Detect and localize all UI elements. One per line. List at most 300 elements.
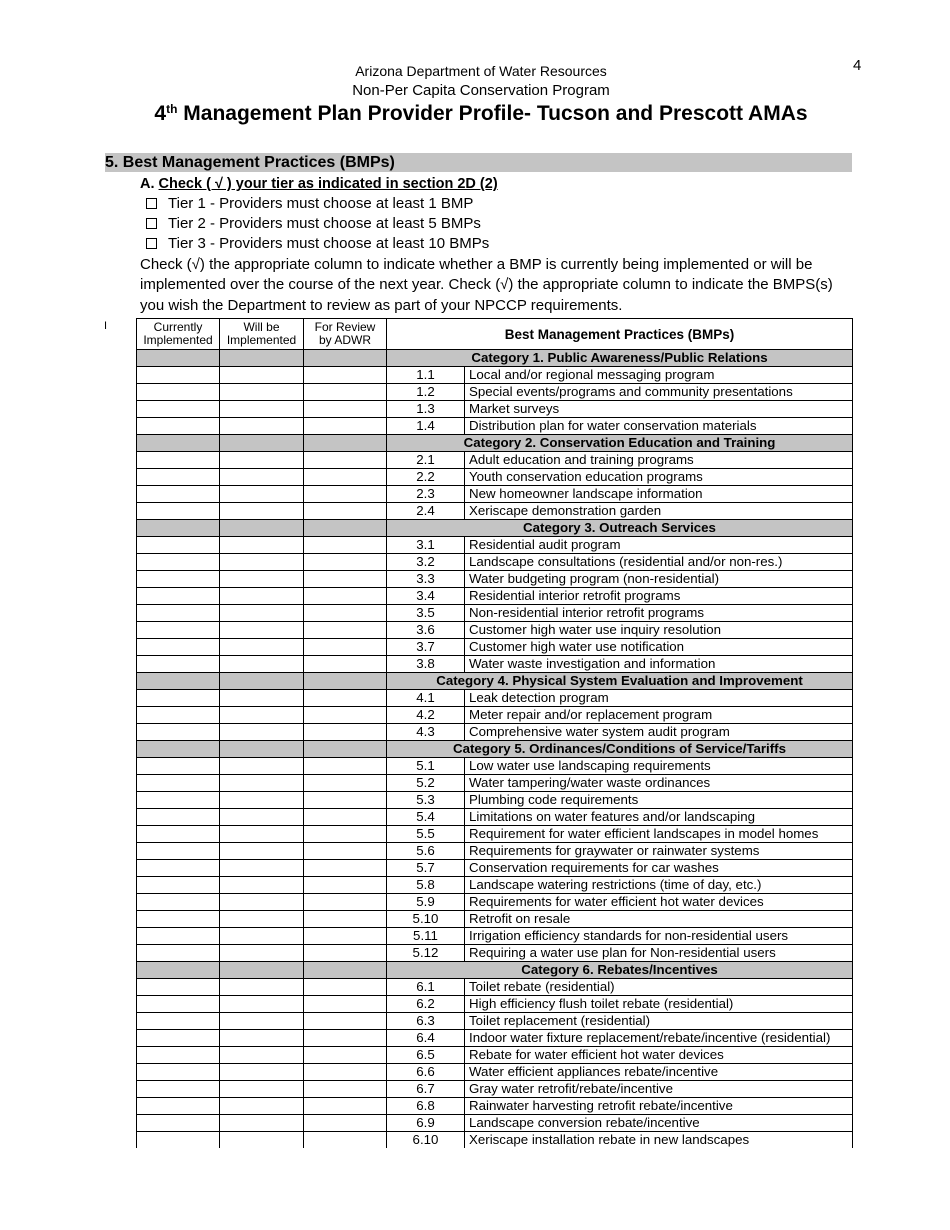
bmp-instructions: Check (√) the appropriate column to indicate whether a BMP is currently being implemented or will be implemented over the course of the next year. Check (√) the appropriate column to indicate the BMPS(s) you wish the Department to review as part of your NPCCP requirements. [140, 256, 833, 314]
bmp-number: 4.2 [387, 707, 465, 724]
bmp-row [137, 622, 853, 639]
for-review-cell[interactable] [304, 1047, 387, 1064]
for-review-cell[interactable] [304, 622, 387, 639]
for-review-cell[interactable] [304, 486, 387, 503]
category-cell-review [304, 350, 387, 367]
will-be-implemented-cell[interactable] [220, 1013, 304, 1030]
category-cell-review [304, 673, 387, 690]
bmp-row [137, 979, 853, 996]
currently-implemented-cell[interactable] [137, 605, 220, 622]
for-review-cell[interactable] [304, 554, 387, 571]
will-be-implemented-cell[interactable] [220, 792, 304, 809]
bmp-row [137, 503, 853, 520]
category-row [137, 962, 853, 979]
bmp-number: 5.7 [387, 860, 465, 877]
currently-implemented-cell[interactable] [137, 571, 220, 588]
currently-implemented-cell[interactable] [137, 690, 220, 707]
bmp-row [137, 656, 853, 673]
bmp-number: 1.3 [387, 401, 465, 418]
for-review-cell[interactable] [304, 979, 387, 996]
category-cell-will-be [220, 741, 304, 758]
bmp-description: Retrofit on resale [465, 911, 853, 928]
bmp-number: 5.6 [387, 843, 465, 860]
page-title [0, 102, 950, 126]
for-review-cell[interactable] [304, 605, 387, 622]
bmp-row [137, 1064, 853, 1081]
for-review-cell[interactable] [304, 656, 387, 673]
will-be-implemented-cell[interactable] [220, 707, 304, 724]
will-be-implemented-cell[interactable] [220, 843, 304, 860]
bmp-description: Irrigation efficiency standards for non-residential users [465, 928, 853, 945]
tier-instruction-text: Check ( √ ) your tier as indicated in section 2D (2) [158, 176, 498, 192]
category-cell-review [304, 520, 387, 537]
bmp-row [137, 486, 853, 503]
tier-instruction-prefix: A. [140, 176, 159, 192]
will-be-implemented-cell[interactable] [220, 401, 304, 418]
bmp-description: Special events/programs and community presentations [465, 384, 853, 401]
currently-implemented-cell[interactable] [137, 469, 220, 486]
will-be-implemented-cell[interactable] [220, 860, 304, 877]
currently-implemented-cell[interactable] [137, 1064, 220, 1081]
currently-implemented-cell[interactable] [137, 622, 220, 639]
bmp-row [137, 809, 853, 826]
for-review-cell[interactable] [304, 452, 387, 469]
for-review-cell[interactable] [304, 945, 387, 962]
bmp-description: Landscape watering restrictions (time of day, etc.) [465, 877, 853, 894]
currently-implemented-cell[interactable] [137, 894, 220, 911]
currently-implemented-cell[interactable] [137, 843, 220, 860]
bmp-number: 3.7 [387, 639, 465, 656]
bmp-row [137, 1098, 853, 1115]
bmp-description: Meter repair and/or replacement program [465, 707, 853, 724]
bmp-number: 3.3 [387, 571, 465, 588]
will-be-implemented-cell[interactable] [220, 554, 304, 571]
will-be-implemented-cell[interactable] [220, 588, 304, 605]
bmp-row [137, 843, 853, 860]
bmp-row [137, 758, 853, 775]
bmp-description: Customer high water use inquiry resolution [465, 622, 853, 639]
for-review-cell[interactable] [304, 690, 387, 707]
category-cell-will-be [220, 673, 304, 690]
for-review-cell[interactable] [304, 503, 387, 520]
bmp-number: 6.8 [387, 1098, 465, 1115]
tier-3-label: Tier 3 - Providers must choose at least 10 BMPs [168, 235, 490, 252]
bmp-description: Landscape conversion rebate/incentive [465, 1115, 853, 1132]
bmp-row [137, 384, 853, 401]
bmp-description: Residential interior retrofit programs [465, 588, 853, 605]
agency-name: Arizona Department of Water Resources [355, 63, 607, 79]
tier-3-checkbox[interactable] [146, 238, 157, 249]
bmp-number: 3.4 [387, 588, 465, 605]
title-rest: Management Plan Provider Profile- Tucson and Prescott AMAs [177, 102, 808, 125]
for-review-cell[interactable] [304, 809, 387, 826]
header-for-review: For Review by ADWR [304, 319, 387, 350]
for-review-cell[interactable] [304, 1030, 387, 1047]
bmp-row [137, 877, 853, 894]
currently-implemented-cell[interactable] [137, 724, 220, 741]
bmp-row [137, 554, 853, 571]
bmp-number: 5.9 [387, 894, 465, 911]
tier-1-checkbox[interactable] [146, 198, 157, 209]
bmp-description: Non-residential interior retrofit programs [465, 605, 853, 622]
category-cell-currently [137, 741, 220, 758]
category-cell-will-be [220, 435, 304, 452]
will-be-implemented-cell[interactable] [220, 758, 304, 775]
currently-implemented-cell[interactable] [137, 945, 220, 962]
bmp-number: 6.7 [387, 1081, 465, 1098]
bmp-description: Toilet replacement (residential) [465, 1013, 853, 1030]
for-review-cell[interactable] [304, 639, 387, 656]
bmp-row [137, 860, 853, 877]
for-review-cell[interactable] [304, 418, 387, 435]
tier-instruction [140, 176, 498, 192]
will-be-implemented-cell[interactable] [220, 1047, 304, 1064]
bmp-description: Plumbing code requirements [465, 792, 853, 809]
bmp-number: 2.1 [387, 452, 465, 469]
for-review-cell[interactable] [304, 1081, 387, 1098]
category-row [137, 520, 853, 537]
bmp-description: Local and/or regional messaging program [465, 367, 853, 384]
will-be-implemented-cell[interactable] [220, 452, 304, 469]
bmp-number: 2.4 [387, 503, 465, 520]
bmp-number: 5.10 [387, 911, 465, 928]
category-title: Category 5. Ordinances/Conditions of Service/Tariffs [387, 741, 853, 758]
category-row [137, 350, 853, 367]
bmp-row [137, 707, 853, 724]
tier-2-checkbox[interactable] [146, 218, 157, 229]
currently-implemented-cell[interactable] [137, 588, 220, 605]
bmp-description: Conservation requirements for car washes [465, 860, 853, 877]
bmp-description: Customer high water use notification [465, 639, 853, 656]
program-name: Non-Per Capita Conservation Program [352, 82, 610, 99]
for-review-cell[interactable] [304, 996, 387, 1013]
will-be-implemented-cell[interactable] [220, 622, 304, 639]
bmp-row [137, 690, 853, 707]
bmp-description: Gray water retrofit/rebate/incentive [465, 1081, 853, 1098]
bmp-number: 2.2 [387, 469, 465, 486]
bmp-row [137, 367, 853, 384]
currently-implemented-cell[interactable] [137, 877, 220, 894]
for-review-cell[interactable] [304, 1115, 387, 1132]
for-review-cell[interactable] [304, 826, 387, 843]
for-review-cell[interactable] [304, 775, 387, 792]
table-header-row [137, 319, 853, 350]
for-review-cell[interactable] [304, 928, 387, 945]
bmp-number: 6.6 [387, 1064, 465, 1081]
bmp-row [137, 775, 853, 792]
will-be-implemented-cell[interactable] [220, 945, 304, 962]
tier-2-label: Tier 2 - Providers must choose at least 5 BMPs [168, 215, 481, 232]
will-be-implemented-cell[interactable] [220, 1132, 304, 1149]
category-cell-currently [137, 673, 220, 690]
category-cell-currently [137, 435, 220, 452]
category-cell-will-be [220, 962, 304, 979]
currently-implemented-cell[interactable] [137, 1013, 220, 1030]
bmp-number: 3.1 [387, 537, 465, 554]
for-review-cell[interactable] [304, 1013, 387, 1030]
page-number: 4 [853, 57, 862, 74]
category-cell-review [304, 435, 387, 452]
bmp-row [137, 1030, 853, 1047]
for-review-cell[interactable] [304, 1132, 387, 1149]
bmp-description: Limitations on water features and/or landscaping [465, 809, 853, 826]
bmp-description: Requirements for water efficient hot water devices [465, 894, 853, 911]
for-review-cell[interactable] [304, 1098, 387, 1115]
bmp-row [137, 996, 853, 1013]
will-be-implemented-cell[interactable] [220, 486, 304, 503]
currently-implemented-cell[interactable] [137, 486, 220, 503]
for-review-cell[interactable] [304, 469, 387, 486]
bmp-row [137, 826, 853, 843]
bmp-row [137, 1081, 853, 1098]
currently-implemented-cell[interactable] [137, 911, 220, 928]
for-review-cell[interactable] [304, 911, 387, 928]
bmp-description: Indoor water fixture replacement/rebate/incentive (residential) [465, 1030, 853, 1047]
bmp-number: 5.2 [387, 775, 465, 792]
currently-implemented-cell[interactable] [137, 418, 220, 435]
for-review-cell[interactable] [304, 367, 387, 384]
currently-implemented-cell[interactable] [137, 826, 220, 843]
bmp-description: Water tampering/water waste ordinances [465, 775, 853, 792]
bmp-description: Leak detection program [465, 690, 853, 707]
bmp-description: Rainwater harvesting retrofit rebate/incentive [465, 1098, 853, 1115]
currently-implemented-cell[interactable] [137, 1115, 220, 1132]
bmp-number: 6.9 [387, 1115, 465, 1132]
tier-option-2[interactable] [146, 215, 481, 233]
bmp-row [137, 401, 853, 418]
bmp-number: 3.6 [387, 622, 465, 639]
currently-implemented-cell[interactable] [137, 384, 220, 401]
bmp-description: Requiring a water use plan for Non-residential users [465, 945, 853, 962]
will-be-implemented-cell[interactable] [220, 384, 304, 401]
will-be-implemented-cell[interactable] [220, 979, 304, 996]
bmp-row [137, 1132, 853, 1149]
bmp-description: Rebate for water efficient hot water devices [465, 1047, 853, 1064]
bmp-row [137, 1013, 853, 1030]
bmp-row [137, 639, 853, 656]
header-currently-implemented: Currently Implemented [137, 319, 220, 350]
will-be-implemented-cell[interactable] [220, 656, 304, 673]
for-review-cell[interactable] [304, 1064, 387, 1081]
currently-implemented-cell[interactable] [137, 639, 220, 656]
will-be-implemented-cell[interactable] [220, 367, 304, 384]
for-review-cell[interactable] [304, 792, 387, 809]
currently-implemented-cell[interactable] [137, 554, 220, 571]
will-be-implemented-cell[interactable] [220, 503, 304, 520]
will-be-implemented-cell[interactable] [220, 1098, 304, 1115]
currently-implemented-cell[interactable] [137, 928, 220, 945]
category-title: Category 3. Outreach Services [387, 520, 853, 537]
bmp-number: 1.1 [387, 367, 465, 384]
bmp-table [136, 318, 853, 1148]
will-be-implemented-cell[interactable] [220, 639, 304, 656]
for-review-cell[interactable] [304, 758, 387, 775]
for-review-cell[interactable] [304, 571, 387, 588]
will-be-implemented-cell[interactable] [220, 928, 304, 945]
bmp-description: Water waste investigation and information [465, 656, 853, 673]
bmp-number: 6.1 [387, 979, 465, 996]
bmp-number: 4.3 [387, 724, 465, 741]
title-ordinal: 4 [154, 102, 167, 125]
bmp-description: Youth conservation education programs [465, 469, 853, 486]
bmp-row [137, 724, 853, 741]
bmp-row [137, 894, 853, 911]
category-title: Category 2. Conservation Education and Training [387, 435, 853, 452]
currently-implemented-cell[interactable] [137, 758, 220, 775]
will-be-implemented-cell[interactable] [220, 1115, 304, 1132]
for-review-cell[interactable] [304, 707, 387, 724]
title-superscript: th [166, 102, 178, 116]
text-cursor-mark: I [104, 320, 108, 332]
bmp-number: 3.5 [387, 605, 465, 622]
bmp-number: 3.8 [387, 656, 465, 673]
category-title: Category 1. Public Awareness/Public Relations [387, 350, 853, 367]
will-be-implemented-cell[interactable] [220, 996, 304, 1013]
will-be-implemented-cell[interactable] [220, 537, 304, 554]
currently-implemented-cell[interactable] [137, 1030, 220, 1047]
currently-implemented-cell[interactable] [137, 1132, 220, 1149]
will-be-implemented-cell[interactable] [220, 690, 304, 707]
bmp-description: Toilet rebate (residential) [465, 979, 853, 996]
will-be-implemented-cell[interactable] [220, 724, 304, 741]
will-be-implemented-cell[interactable] [220, 418, 304, 435]
currently-implemented-cell[interactable] [137, 1098, 220, 1115]
for-review-cell[interactable] [304, 724, 387, 741]
bmp-description: Market surveys [465, 401, 853, 418]
will-be-implemented-cell[interactable] [220, 605, 304, 622]
section-heading: 5. Best Management Practices (BMPs) [105, 153, 852, 172]
bmp-description: Adult education and training programs [465, 452, 853, 469]
for-review-cell[interactable] [304, 843, 387, 860]
will-be-implemented-cell[interactable] [220, 826, 304, 843]
bmp-row [137, 469, 853, 486]
bmp-row [137, 452, 853, 469]
category-row [137, 435, 853, 452]
bmp-number: 6.4 [387, 1030, 465, 1047]
bmp-description: Requirements for graywater or rainwater systems [465, 843, 853, 860]
bmp-description: Comprehensive water system audit program [465, 724, 853, 741]
bmp-row [137, 928, 853, 945]
bmp-number: 6.2 [387, 996, 465, 1013]
category-cell-will-be [220, 520, 304, 537]
for-review-cell[interactable] [304, 384, 387, 401]
for-review-cell[interactable] [304, 860, 387, 877]
will-be-implemented-cell[interactable] [220, 571, 304, 588]
tier-option-3[interactable] [146, 235, 489, 253]
will-be-implemented-cell[interactable] [220, 877, 304, 894]
bmp-row [137, 588, 853, 605]
tier-option-1[interactable] [146, 195, 473, 213]
will-be-implemented-cell[interactable] [220, 1030, 304, 1047]
bmp-row [137, 792, 853, 809]
bmp-description: Residential audit program [465, 537, 853, 554]
currently-implemented-cell[interactable] [137, 452, 220, 469]
bmp-number: 5.1 [387, 758, 465, 775]
category-cell-currently [137, 350, 220, 367]
bmp-description: Landscape consultations (residential and/or non-res.) [465, 554, 853, 571]
will-be-implemented-cell[interactable] [220, 911, 304, 928]
currently-implemented-cell[interactable] [137, 775, 220, 792]
bmp-description: High efficiency flush toilet rebate (residential) [465, 996, 853, 1013]
category-cell-currently [137, 520, 220, 537]
currently-implemented-cell[interactable] [137, 367, 220, 384]
bmp-number: 1.2 [387, 384, 465, 401]
for-review-cell[interactable] [304, 894, 387, 911]
bmp-description: Distribution plan for water conservation materials [465, 418, 853, 435]
bmp-description: Requirement for water efficient landscapes in model homes [465, 826, 853, 843]
bmp-number: 5.5 [387, 826, 465, 843]
bmp-row [137, 571, 853, 588]
bmp-row [137, 911, 853, 928]
category-title: Category 6. Rebates/Incentives [387, 962, 853, 979]
category-title: Category 4. Physical System Evaluation and Improvement [387, 673, 853, 690]
currently-implemented-cell[interactable] [137, 401, 220, 418]
bmp-row [137, 1047, 853, 1064]
category-row [137, 741, 853, 758]
header-will-be-implemented: Will be Implemented [220, 319, 304, 350]
currently-implemented-cell[interactable] [137, 503, 220, 520]
bmp-row [137, 418, 853, 435]
will-be-implemented-cell[interactable] [220, 1081, 304, 1098]
bmp-number: 5.12 [387, 945, 465, 962]
currently-implemented-cell[interactable] [137, 656, 220, 673]
bmp-description: New homeowner landscape information [465, 486, 853, 503]
bmp-number: 5.11 [387, 928, 465, 945]
bmp-number: 5.4 [387, 809, 465, 826]
will-be-implemented-cell[interactable] [220, 775, 304, 792]
currently-implemented-cell[interactable] [137, 1081, 220, 1098]
for-review-cell[interactable] [304, 537, 387, 554]
will-be-implemented-cell[interactable] [220, 1064, 304, 1081]
currently-implemented-cell[interactable] [137, 996, 220, 1013]
currently-implemented-cell[interactable] [137, 537, 220, 554]
bmp-number: 1.4 [387, 418, 465, 435]
category-cell-review [304, 962, 387, 979]
bmp-number: 6.10 [387, 1132, 465, 1149]
currently-implemented-cell[interactable] [137, 979, 220, 996]
category-cell-review [304, 741, 387, 758]
bmp-number: 5.3 [387, 792, 465, 809]
will-be-implemented-cell[interactable] [220, 809, 304, 826]
will-be-implemented-cell[interactable] [220, 469, 304, 486]
for-review-cell[interactable] [304, 401, 387, 418]
bmp-number: 2.3 [387, 486, 465, 503]
bmp-number: 6.3 [387, 1013, 465, 1030]
bmp-description: Xeriscape installation rebate in new landscapes [465, 1132, 853, 1149]
for-review-cell[interactable] [304, 877, 387, 894]
bmp-number: 4.1 [387, 690, 465, 707]
bmp-row [137, 1115, 853, 1132]
currently-implemented-cell[interactable] [137, 1047, 220, 1064]
for-review-cell[interactable] [304, 588, 387, 605]
header-bmp: Best Management Practices (BMPs) [387, 319, 853, 350]
currently-implemented-cell[interactable] [137, 707, 220, 724]
currently-implemented-cell[interactable] [137, 809, 220, 826]
category-row [137, 673, 853, 690]
bmp-description: Water budgeting program (non-residential) [465, 571, 853, 588]
currently-implemented-cell[interactable] [137, 860, 220, 877]
bmp-description: Water efficient appliances rebate/incentive [465, 1064, 853, 1081]
currently-implemented-cell[interactable] [137, 792, 220, 809]
bmp-number: 6.5 [387, 1047, 465, 1064]
will-be-implemented-cell[interactable] [220, 894, 304, 911]
bmp-number: 5.8 [387, 877, 465, 894]
bmp-description: Xeriscape demonstration garden [465, 503, 853, 520]
bmp-row [137, 537, 853, 554]
tier-1-label: Tier 1 - Providers must choose at least 1 BMP [168, 195, 474, 212]
bmp-row [137, 945, 853, 962]
category-cell-currently [137, 962, 220, 979]
